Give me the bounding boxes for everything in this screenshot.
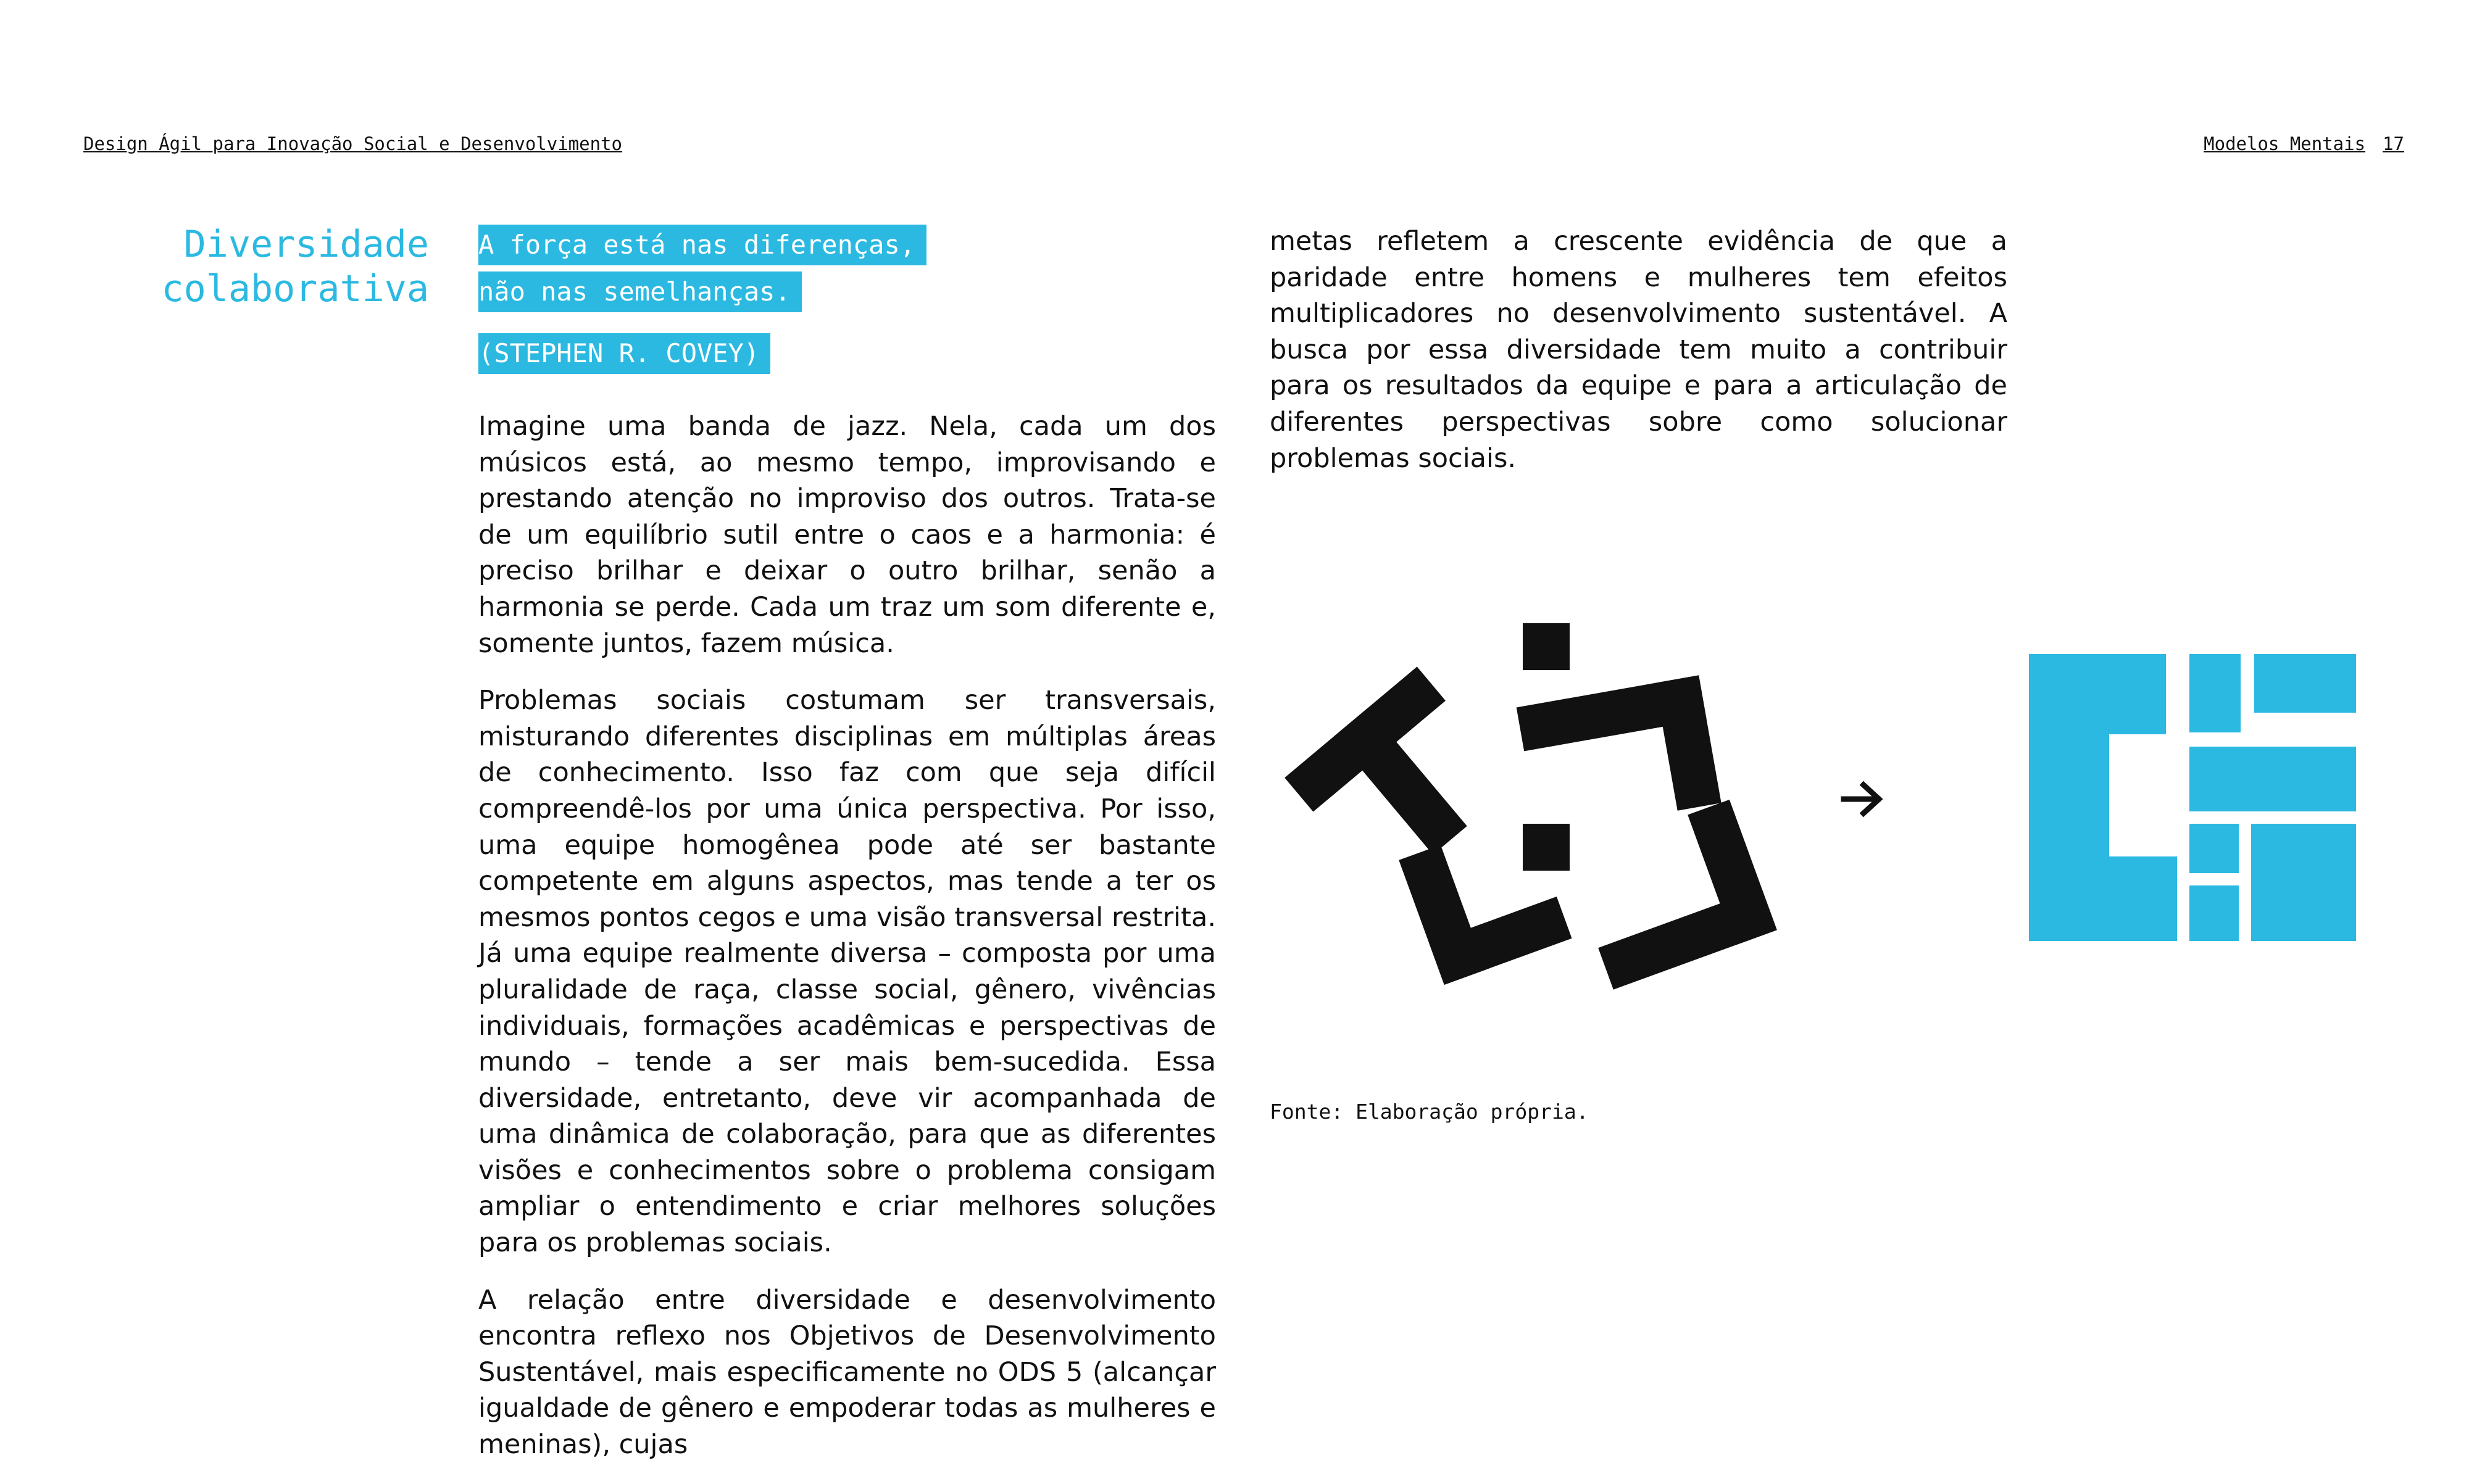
scattered-shapes-icon <box>1284 623 1777 990</box>
quote-author: (STEPHEN R. COVEY) <box>478 333 770 374</box>
section-title-line-1: Diversidade <box>183 223 429 266</box>
body-paragraph-3: A relação entre diversidade e desenvolvimento encontra reflexo nos Objetivos de Desenvolvimento Sustentável, mais especificamente no ODS 5 (alcançar igualdade de gênero e empoderar todas as mulheres e meninas), cujas <box>478 1284 1216 1461</box>
running-header-title: Design Ágil para Inovação Social e Desenvolvimento <box>83 133 622 154</box>
quote-line-1: A força está nas diferenças, <box>478 225 926 265</box>
body-paragraph-1: Imagine uma banda de jazz. Nela, cada um dos músicos está, ao mesmo tempo, improvisando e prestando atenção no improviso dos outros. Trata-se de um equilíbrio sutil entre o caos e a harmonia: é preciso brilhar e deixar o outro brilhar, senão a harmonia se perde. Cada um traz um som diferente e, somente juntos, fazem música. <box>478 411 1216 659</box>
figure-caption: Fonte: Elaboração própria. <box>1270 1100 1589 1124</box>
body-paragraph-4: metas refletem a crescente evidência de que a paridade entre homens e mulheres tem efeitos multiplicadores no desenvolvimento sustentável. A busca por essa diversidade tem muito a contribuir para os resultados da equipe e para a articulação de diferentes perspectivas sobre como solucionar problemas sociais. <box>1270 226 2007 474</box>
quote-line-2: não nas semelhanças. <box>478 272 802 312</box>
body-column-left <box>478 408 1216 1484</box>
running-header-section: Modelos Mentais <box>2204 133 2366 154</box>
body-paragraph-2: Problemas sociais costumam ser transversais, misturando diferentes disciplinas em múltiplas áreas de conhecimento. Isso faz com que seja difícil compreendê-los por uma única perspectiva. Por isso, uma equipe homogênea pode até ser bastante competente em alguns aspectos, mas tende a ter os mesmos pontos cegos e uma visão transversal restrita. Já uma equipe realmente diversa – composta por uma pluralidade de raça, classe social, gênero, vivências individuais, formações acadêmicas e perspectivas de mundo – tende a ser mais bem-sucedida. Essa diversidade, entretanto, deve vir acompanhada de uma dinâmica de colaboração, para que as diferentes visões e conhecimentos sobre o problema consigam ampliar o entendimento e criar melhores soluções para os problemas sociais. <box>478 685 1216 1259</box>
diversity-figure <box>1270 599 2381 993</box>
running-header-right <box>2204 133 2404 154</box>
diversity-figure-svg <box>1270 599 2381 993</box>
section-title-line-2: colaborativa <box>161 267 429 310</box>
body-column-right <box>1270 223 2007 476</box>
arrow-right-icon <box>1844 785 1879 813</box>
assembled-shapes-icon <box>2029 654 2356 941</box>
section-title <box>108 222 429 311</box>
page-number: 17 <box>2383 133 2404 154</box>
